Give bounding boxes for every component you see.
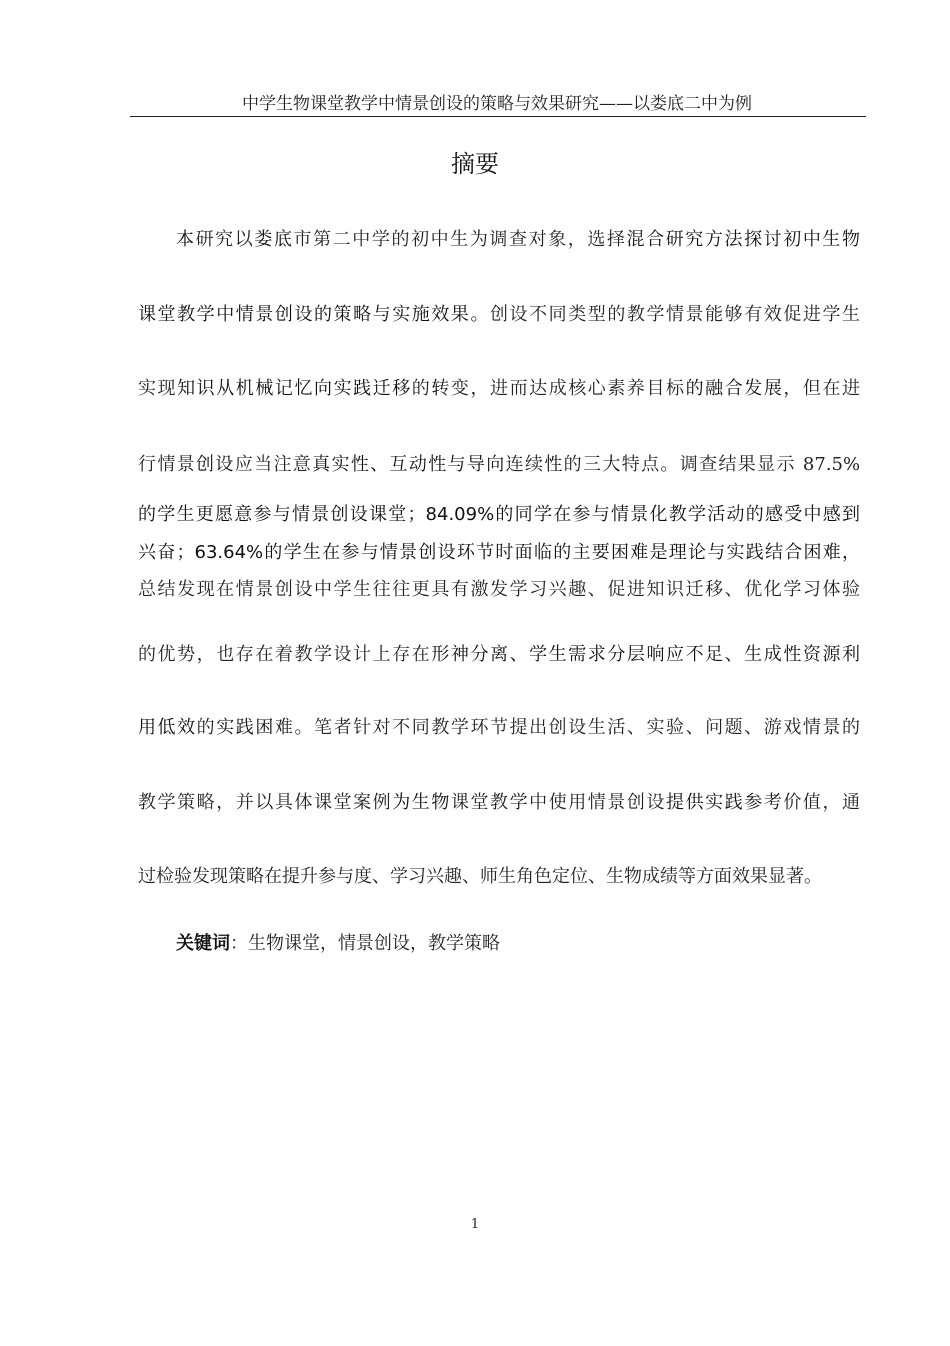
- keywords-text: 生物课堂，情景创设，教学策略: [248, 933, 500, 954]
- abstract-line: [138, 576, 860, 604]
- abstract-text-segment: 混合研究方法探讨初中生物: [626, 229, 861, 250]
- abstract-line: [138, 375, 860, 403]
- abstract-text-segment: 难。笔者针对不同教学环节提出创设生活、实验、问题、游戏情景的: [274, 717, 861, 738]
- abstract-text-segment: 娄底: [254, 229, 294, 250]
- abstract-text-segment: 创设: [196, 454, 235, 475]
- abstract-text-segment: 研究以: [195, 229, 255, 250]
- abstract-line: [138, 863, 860, 891]
- abstract-text-segment: 价值，通: [783, 792, 861, 813]
- abstract-text-segment: 实现: [138, 378, 178, 399]
- abstract-text-segment: 知识从机械记忆向实践迁移: [177, 378, 412, 399]
- keywords-colon: ：: [230, 933, 248, 954]
- abstract-line: [138, 501, 860, 529]
- abstract-text-segment: 性: [544, 454, 564, 475]
- abstract-title: 摘要: [451, 150, 499, 178]
- abstract-text-segment: 兴奋；63.64%的学生在参与情景创设环节时面临的主要困难是理论与实践结合困难，: [138, 542, 860, 563]
- header-rule: [130, 116, 866, 117]
- abstract-text-segment: 的学生更愿意参与情景创设课堂；84.09%的同学在参与情景化教学活动的感受中感到: [138, 504, 860, 525]
- abstract-text-segment: 转: [431, 378, 451, 399]
- abstract-text-segment: 用低效: [138, 717, 197, 738]
- abstract-text-segment: 实践困: [216, 717, 275, 738]
- abstract-text-segment: 三大: [583, 454, 622, 475]
- abstract-text-segment: 中使用情景创设: [529, 792, 667, 813]
- page-number: 1: [470, 1217, 480, 1232]
- abstract-text-segment: 真实性、互动性与导向: [312, 454, 506, 475]
- abstract-text-segment: 本: [176, 229, 196, 250]
- abstract-text-segment: 总结发现在情景创设中学生往往更具有激发学习兴趣、促进知识迁移、优化学习体验: [138, 579, 860, 600]
- abstract-text-segment: 课堂教学中情景创设的策略与实施效果。: [138, 304, 490, 325]
- abstract-text-segment: 应当注意: [234, 454, 313, 475]
- abstract-text-segment: 学: [509, 792, 530, 813]
- abstract-line: [138, 641, 860, 669]
- abstract-line: [138, 714, 860, 742]
- abstract-text-segment: 形神分离、学生需求分层响应不足、生成性资源利: [431, 644, 861, 665]
- abstract-text-segment: 市第二中学的初中生为调查对象，选择: [293, 229, 627, 250]
- abstract-line: [138, 539, 860, 567]
- abstract-text-segment: 连续: [505, 454, 545, 475]
- abstract-text-segment: 课堂教: [450, 792, 510, 813]
- abstract-text-segment: 教学策略，并以具体课堂案例: [138, 792, 393, 813]
- abstract-text-segment: 的: [196, 717, 217, 738]
- abstract-line: [138, 789, 860, 817]
- abstract-line: [176, 226, 860, 254]
- abstract-text-segment: 的优势，也存在着教学设计上存在: [138, 644, 432, 665]
- abstract-text-segment: 创设不同类型的教学情景能够有效促进学生: [490, 304, 860, 325]
- abstract-text-segment: 变，进而达成核心素养目标: [450, 378, 686, 399]
- abstract-text-segment: 过检验发现策略在提升参与度、学习兴趣、师生角色定位、生物成绩等方面效果显著。: [138, 866, 822, 887]
- running-header: 中学生物课堂教学中情景创设的策略与效果研究——以娄底二中为例: [242, 94, 752, 114]
- abstract-line: [138, 301, 860, 329]
- abstract-text-segment: 的: [411, 378, 432, 399]
- abstract-text-segment: 行情景: [138, 454, 197, 475]
- abstract-line: [138, 451, 860, 479]
- abstract-text-segment: 为生物: [392, 792, 451, 813]
- abstract-text-segment: 的融合发展: [685, 378, 784, 399]
- keywords-label: 关键词: [176, 933, 230, 954]
- abstract-text-segment: 的: [563, 454, 584, 475]
- abstract-text-segment: 提供实践参考: [666, 792, 784, 813]
- abstract-text-segment: ，但在进: [783, 378, 861, 399]
- keywords-line: [176, 930, 500, 958]
- abstract-text-segment: 特点。调查结果显示 87.5%: [621, 454, 861, 475]
